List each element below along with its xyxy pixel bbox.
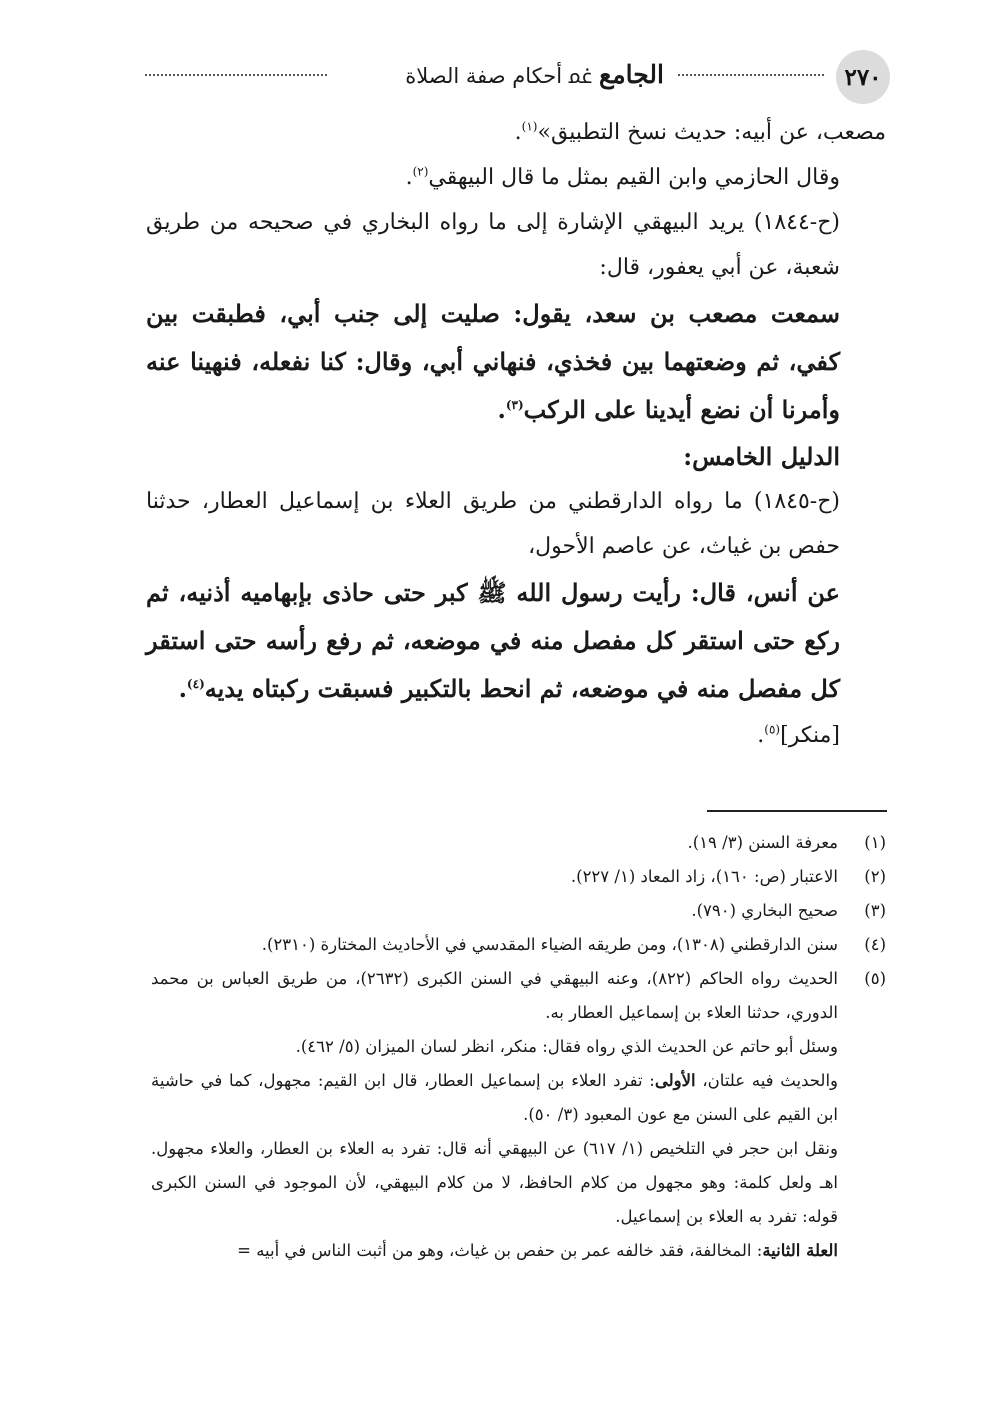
paragraph: (ح-١٨٤٤) يريد البيهقي الإشارة إلى ما رواه البخاري في صحيحه من طريق شعبة، عن أبي يعفور، قال: <box>146 210 840 280</box>
page-number: ٢٧٠ <box>844 63 882 91</box>
footnote-text: صحيح البخاري (٧٩٠). <box>691 901 838 920</box>
footnotes <box>151 826 886 1268</box>
footnote-number: (٣) <box>864 901 886 920</box>
hadith-grade: [منكر]$^{(٥)}$. <box>757 722 840 748</box>
footnote <box>151 894 886 928</box>
paragraph: وقال الحازمي وابن القيم بمثل ما قال البيهقي$^{(٢)}$. <box>405 164 840 190</box>
header-dotted-rule-left <box>145 74 327 76</box>
footnote <box>151 928 886 962</box>
footnote-ref: (٤) <box>186 677 205 691</box>
main-text <box>146 110 886 758</box>
footnote-text: الاعتبار (ص: ١٦٠)، زاد المعاد (١/ ٢٢٧). <box>570 867 838 886</box>
footnote-number: (٥) <box>864 969 886 988</box>
footnote-ref: (٢) <box>412 164 429 179</box>
running-title <box>405 56 664 96</box>
footnote-continuation: العلة الثانية: المخالفة، فقد خالفه عمر بن حفص بن غياث، وهو من أثبت الناس في أبيه = <box>237 1241 838 1260</box>
footnote-number: (١) <box>864 833 886 852</box>
page-number-badge <box>836 50 890 104</box>
footnote <box>151 860 886 894</box>
footnote-ref: (١) <box>521 119 538 134</box>
footnote-separator <box>707 810 887 812</box>
hadith-text: عن أنس، قال: رأيت رسول الله ﷺ كبر حتى حاذى بإبهاميه أذنيه، ثم ركع حتى استقر كل مفصل منه في موضعه، ثم رفع رأسه حتى استقر كل مفصل منه في موضعه، ثم انحط بالتكبير فسبقت ركبتاه يديه$^{(٤)}$. <box>146 578 840 703</box>
footnote-number: (٢) <box>864 867 886 886</box>
footnote-text: معرفة السنن (٣/ ١٩). <box>687 833 838 852</box>
footnote-text: سنن الدارقطني (١٣٠٨)، ومن طريقه الضياء المقدسي في الأحاديث المختارة (٢٣١٠). <box>261 935 838 954</box>
footnote-continuation: وسئل أبو حاتم عن الحديث الذي رواه فقال: منكر، انظر لسان الميزان (٥/ ٤٦٢). <box>295 1037 838 1056</box>
page-header <box>145 50 890 100</box>
paragraph: مصعب، عن أبيه: حديث نسخ التطبيق»$^{(١)}$. <box>514 119 886 145</box>
paragraph: (ح-١٨٤٥) ما رواه الدارقطني من طريق العلاء بن إسماعيل العطار، حدثنا حفص بن غياث، عن عاصم الأحول، <box>146 489 840 559</box>
running-title-rest: ﲽ أحكام صفة الصلاة <box>405 64 593 88</box>
footnote <box>151 962 886 1030</box>
running-title-main: الجامع <box>598 60 664 89</box>
footnote-continuation: ونقل ابن حجر في التلخيص (١/ ٦١٧) عن البيهقي أنه قال: تفرد به العلاء بن العطار، والعلاء مجهول. اهـ ولعل كلمة: وهو مجهول من كلام الحافظ، لا من كلام البيهقي، لأن الموجود في السنن الكبرى قوله: تفرد به العلاء بن إسماعيل. <box>151 1139 838 1226</box>
footnote-ref: (٣) <box>505 398 524 412</box>
footnote-text: الحديث رواه الحاكم (٨٢٢)، وعنه البيهقي في السنن الكبرى (٢٦٣٢)، من طريق العباس بن محمد الدوري، حدثنا العلاء بن إسماعيل العطار به. <box>151 969 838 1022</box>
footnote-ref: (٥) <box>764 722 781 737</box>
footnote-number: (٤) <box>864 935 886 954</box>
hadith-text: سمعت مصعب بن سعد، يقول: صليت إلى جنب أبي، فطبقت بين كفي، ثم وضعتهما بين فخذي، فنهاني أبي، وقال: كنا نفعله، فنهينا عنه وأمرنا أن نضع أيدينا على الركب$^{(٣)}$. <box>146 299 841 424</box>
footnote-continuation: والحديث فيه علتان، الأولى: تفرد العلاء بن إسماعيل العطار، قال ابن القيم: مجهول، كما في حاشية ابن القيم على السنن مع عون المعبود (٣/ ٥٠). <box>151 1071 838 1124</box>
section-heading: الدليل الخامس: <box>683 442 840 471</box>
header-dotted-rule-right <box>678 74 824 76</box>
footnote <box>151 826 886 860</box>
